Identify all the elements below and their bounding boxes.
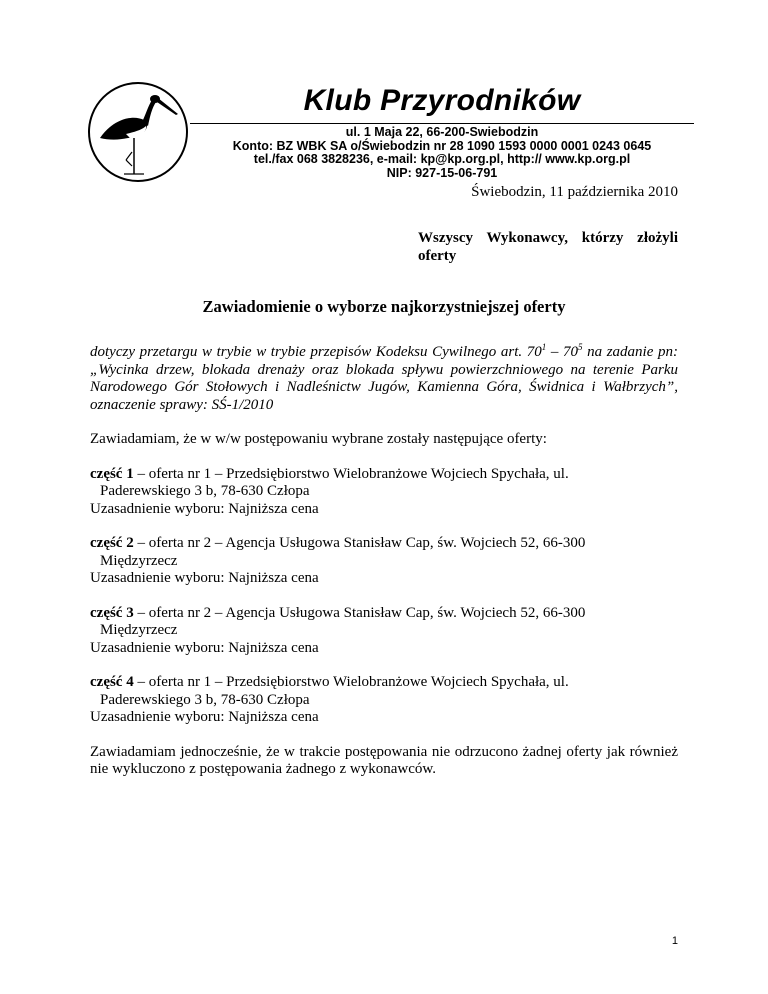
address-line: ul. 1 Maja 22, 66-200-Swiebodzin [345, 125, 539, 139]
account-line: Konto: BZ WBK SA o/Świebodzin nr 28 1090 1593 0000 0001 0243 0645 [232, 138, 652, 153]
part-label: część 1 [90, 465, 134, 482]
part-item [90, 466, 678, 519]
part-item [90, 674, 678, 727]
part-offer-line: – oferta nr 1 – Przedsiębiorstwo Wielobranżowe Wojciech Spychała, ul. [133, 465, 569, 482]
intro-text-3: na zadanie pn: „Wycinka drzew, blokada drenaży oraz blokada spływu powierzchniowego na terenie Parku Narodowego Gór Stołowych i Nadleśnictw Jugów, Kamienna Góra, Świdnica i Wałbrzych”, oznaczenie sprawy: SŚ-1/2010 [90, 344, 678, 413]
part-offer-line-2: Międzyrzecz [100, 622, 178, 638]
part-label: część 4 [90, 674, 134, 690]
lead-paragraph: Zawiadamiam, że w w/w postępowaniu wybrane zostały następujące oferty: [90, 431, 547, 447]
header-divider [190, 123, 694, 124]
intro-paragraph [90, 344, 678, 414]
part-reason: Uzasadnienie wyboru: Najniższa cena [90, 500, 319, 517]
part-offer-line-2: Międzyrzecz [100, 552, 178, 569]
part-label: część 2 [90, 535, 134, 551]
part-reason: Uzasadnienie wyboru: Najniższa cena [90, 570, 319, 586]
page-number: 1 [671, 935, 678, 947]
intro-text-2: – 70 [546, 344, 578, 360]
intro-text-1: dotyczy przetargu w trybie w trybie przepisów Kodeksu Cywilnego art. 70 [90, 344, 542, 360]
part-item [90, 535, 678, 588]
document-title: Zawiadomienie o wyborze najkorzystniejszej oferty [202, 297, 566, 316]
closing-paragraph: Zawiadamiam jednocześnie, że w trakcie postępowania nie odrzucono żadnej oferty jak również nie wykluczono z postępowania żadnego z wykonawców. [90, 743, 678, 777]
contact-line: tel./fax 068 3828236, e-mail: kp@kp.org.pl, http:// www.kp.org.pl [253, 152, 631, 166]
intro-sup-1: 1 [541, 342, 547, 352]
document-date: Świebodzin, 11 października 2010 [471, 184, 678, 200]
intro-sup-2: 5 [578, 342, 583, 352]
part-offer-line-2: Paderewskiego 3 b, 78-630 Człopa [100, 691, 310, 708]
part-offer-line: – oferta nr 2 – Agencja Usługowa Stanisław Cap, św. Wojciech 52, 66-300 [133, 535, 586, 551]
part-item [90, 605, 678, 658]
recipient: Wszyscy Wykonawcy, którzy złożyli oferty [418, 230, 678, 264]
part-reason: Uzasadnienie wyboru: Najniższa cena [90, 639, 319, 656]
part-offer-line: – oferta nr 2 – Agencja Usługowa Stanisław Cap, św. Wojciech 52, 66-300 [133, 604, 586, 621]
club-address-block [190, 126, 694, 180]
part-reason: Uzasadnienie wyboru: Najniższa cena [90, 709, 319, 725]
stork-logo-icon [86, 80, 190, 184]
club-name: Klub Przyrodników [303, 84, 581, 117]
nip-line: NIP: 927-15-06-791 [386, 165, 498, 180]
part-label: część 3 [90, 604, 134, 621]
document-body [90, 344, 678, 779]
part-offer-line-2: Paderewskiego 3 b, 78-630 Człopa [100, 483, 310, 499]
part-offer-line: – oferta nr 1 – Przedsiębiorstwo Wielobranżowe Wojciech Spychała, ul. [133, 674, 569, 690]
